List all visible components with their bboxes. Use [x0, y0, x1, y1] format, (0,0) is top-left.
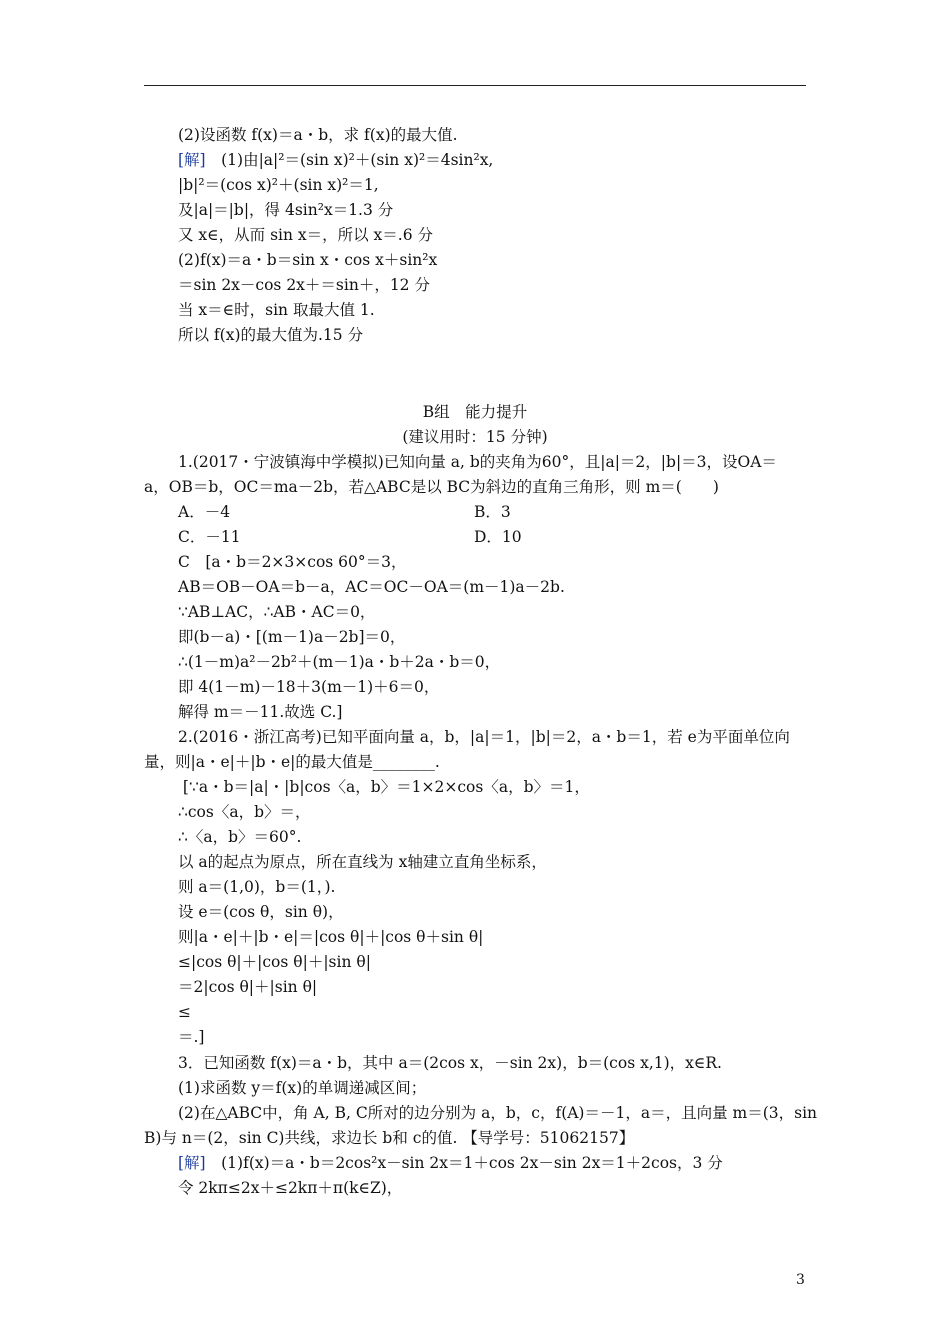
page-number: 3 [796, 1272, 805, 1288]
solution-line: 设 e＝(cos θ，sin θ)， [178, 903, 344, 921]
solution-tag: [解] [178, 151, 206, 169]
solution-line: 及|a|＝|b|，得 4sin²x＝1.3 分 [178, 201, 394, 219]
solution-line: ∵AB⊥AC，∴AB・AC＝0， [178, 603, 376, 621]
solution-line: C [a・b＝2×3×cos 60°＝3， [178, 553, 407, 571]
solution-line: 又 x∈，从而 sin x＝，所以 x＝.6 分 [178, 226, 434, 244]
solution-line: ∴cos〈a，b〉＝， [178, 803, 311, 821]
question-3-part-1: (1)求函数 y＝f(x)的单调递减区间； [178, 1079, 427, 1097]
question-3-part-2: (2)在△ABC中，角 A, B, C所对的边分别为 a，b，c，f(A)＝－1，a＝，且向量 m＝(3，sin [178, 1104, 818, 1122]
section-title: B组 能力提升 [422, 403, 528, 421]
solution-line: ≤ [178, 1003, 191, 1021]
solution-line: (2)f(x)＝a・b＝sin x・cos x＋sin²x [178, 251, 438, 269]
question-2-stem: 2.(2016・浙江高考)已知平面向量 a，b，|a|＝1，|b|＝2，a・b＝1，若 e为平面单位向 [178, 728, 790, 746]
solution-line: ∴〈a，b〉＝60°. [178, 828, 302, 846]
question-2-stem-cont: 量，则|a・e|＋|b・e|的最大值是________. [144, 753, 440, 771]
solution-line: [解] (1)由|a|²＝(sin x)²＋(sin x)²＝4sin²x, [178, 151, 494, 169]
solution-line: 当 x＝∈时，sin 取最大值 1. [178, 301, 375, 319]
question-3-stem: 3．已知函数 f(x)＝a・b，其中 a＝(2cos x，－sin 2x)，b＝(cos x,1)，x∈R. [178, 1054, 722, 1072]
option-d: D．10 [474, 528, 522, 546]
header-rule [144, 85, 806, 86]
section-subtitle: (建议用时：15 分钟) [402, 428, 548, 446]
solution-line: ∴(1－m)a²－2b²＋(m－1)a・b＋2a・b＝0， [178, 653, 501, 671]
solution-line: 以 a的起点为原点，所在直线为 x轴建立直角坐标系， [178, 853, 547, 871]
question-1-stem-cont: a，OB＝b，OC＝ma－2b，若△ABC是以 BC为斜边的直角三角形，则 m＝( ) [144, 478, 719, 496]
question-3-part-2-cont: B)与 n＝(2，sin C)共线，求边长 b和 c的值. 【导学号：51062157】 [144, 1129, 635, 1147]
solution-line: ＝2|cos θ|＋|sin θ| [178, 978, 318, 996]
solution-line: ≤|cos θ|＋|cos θ|＋|sin θ| [178, 953, 371, 971]
question-1-stem: 1.(2017・宁波镇海中学模拟)已知向量 a, b的夹角为60°，且|a|＝2，|b|＝3，设OA＝ [178, 453, 777, 471]
option-c: C．－11 [178, 528, 241, 546]
solution-line: 则|a・e|＋|b・e|＝|cos θ|＋|cos θ＋sin θ| [178, 928, 484, 946]
solution-line: 则 a＝(1,0)，b＝(1，). [178, 878, 336, 896]
question-2-stem: (2)设函数 f(x)＝a・b，求 f(x)的最大值. [178, 126, 458, 144]
option-b: B．3 [474, 503, 511, 521]
solution-line: 令 2kπ≤2x＋≤2kπ＋π(k∈Z)， [178, 1179, 403, 1197]
solution-line: [解] (1)f(x)＝a・b＝2cos²x－sin 2x＝1＋cos 2x－sin 2x＝1＋2cos，3 分 [178, 1154, 723, 1172]
solution-line: |b|²＝(cos x)²＋(sin x)²＝1, [178, 176, 379, 194]
solution-line: 解得 m＝－11.故选 C.] [178, 703, 343, 721]
solution-line: [∵a・b＝|a|・|b|cos〈a，b〉＝1×2×cos〈a，b〉＝1， [178, 778, 590, 796]
solution-line: ＝.] [178, 1028, 205, 1046]
solution-line: ＝sin 2x－cos 2x＋＝sin＋，12 分 [178, 276, 430, 294]
solution-tag: [解] [178, 1154, 206, 1172]
solution-line: AB＝OB－OA＝b－a，AC＝OC－OA＝(m－1)a－2b. [178, 578, 565, 596]
solution-line: 所以 f(x)的最大值为.15 分 [178, 326, 364, 344]
solution-line: 即(b－a)・[(m－1)a－2b]＝0， [178, 628, 406, 646]
solution-line: 即 4(1－m)－18＋3(m－1)＋6＝0， [178, 678, 440, 696]
option-a: A．－4 [178, 503, 231, 521]
